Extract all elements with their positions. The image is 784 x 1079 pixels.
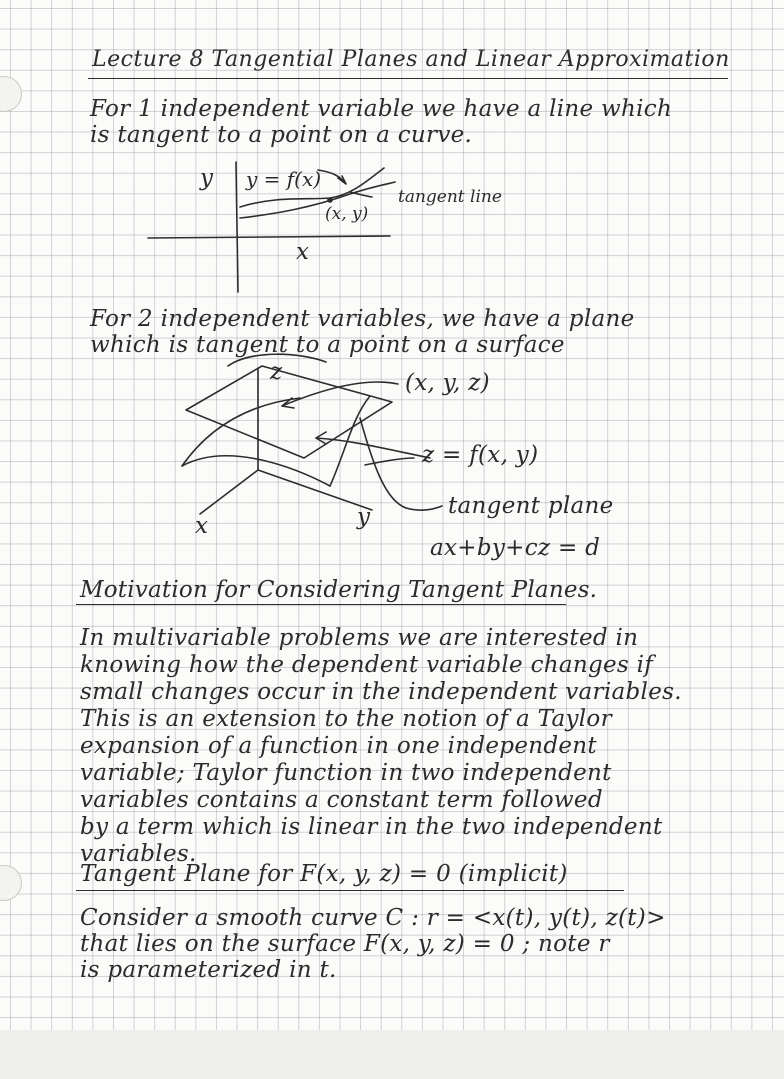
section2-line1: For 2 independent variables, we have a plane [90, 306, 635, 332]
d2-plane-label: tangent plane [448, 493, 614, 519]
section2-line2: which is tangent to a point on a surface [90, 332, 565, 358]
motivation-heading: Motivation for Considering Tangent Planes. [80, 577, 598, 603]
tangent-plane-heading: Tangent Plane for F(x, y, z) = 0 (implicit) [80, 861, 568, 887]
d2-surface-label: z = f(x, y) [422, 442, 539, 468]
d2-surface-right [330, 396, 370, 486]
section1-line2: is tangent to a point on a curve. [90, 122, 473, 148]
plane-equation: ax+by+cz = d [430, 535, 601, 561]
motivation-line: variables. [80, 841, 197, 867]
motivation-line: knowing how the dependent variable changes if [80, 652, 654, 678]
section1-line1: For 1 independent variable we have a line which [90, 96, 673, 122]
d1-y-axis-label: y [200, 165, 214, 191]
motivation-line: expansion of a function in one independent [80, 733, 597, 759]
d2-z-axis-label: z [270, 359, 283, 385]
d2-x-axis-label: x [195, 513, 209, 539]
d1-curve-label: y = f(x) [246, 167, 322, 191]
tangent-plane-line: that lies on the surface F(x, y, z) = 0 ; note r [80, 931, 610, 957]
tangent-plane-line: is parameterized in t. [80, 957, 337, 983]
tangent-plane-underline [76, 890, 624, 891]
d1-x-axis-label: x [296, 239, 310, 265]
motivation-line: small changes occur in the independent variables. [80, 679, 682, 705]
d1-point-label: (x, y) [325, 204, 369, 224]
tangent-plane-line: Consider a smooth curve C : r = <x(t), y(t), z(t)> [80, 905, 666, 931]
motivation-line: by a term which is linear in the two independent [80, 814, 663, 840]
d2-x-axis [200, 470, 258, 514]
motivation-line: In multivariable problems we are interested in [80, 625, 639, 651]
motivation-line: variable; Taylor function in two independent [80, 760, 612, 786]
motivation-line: variables contains a constant term followed [80, 787, 603, 813]
d2-point-label: (x, y, z) [405, 370, 490, 396]
d2-surface-arrow [316, 438, 430, 458]
motivation-line: This is an extension to the notion of a Taylor [80, 706, 612, 732]
d2-point-arrow [282, 382, 398, 406]
d2-y-axis [258, 470, 372, 510]
page-bottom-margin [0, 1030, 784, 1079]
d2-y-axis-label: y [357, 504, 371, 530]
lecture-title: Lecture 8 Tangential Planes and Linear Approximation [92, 47, 730, 72]
motivation-underline [76, 604, 566, 605]
d1-tangent-label: tangent line [398, 187, 502, 207]
